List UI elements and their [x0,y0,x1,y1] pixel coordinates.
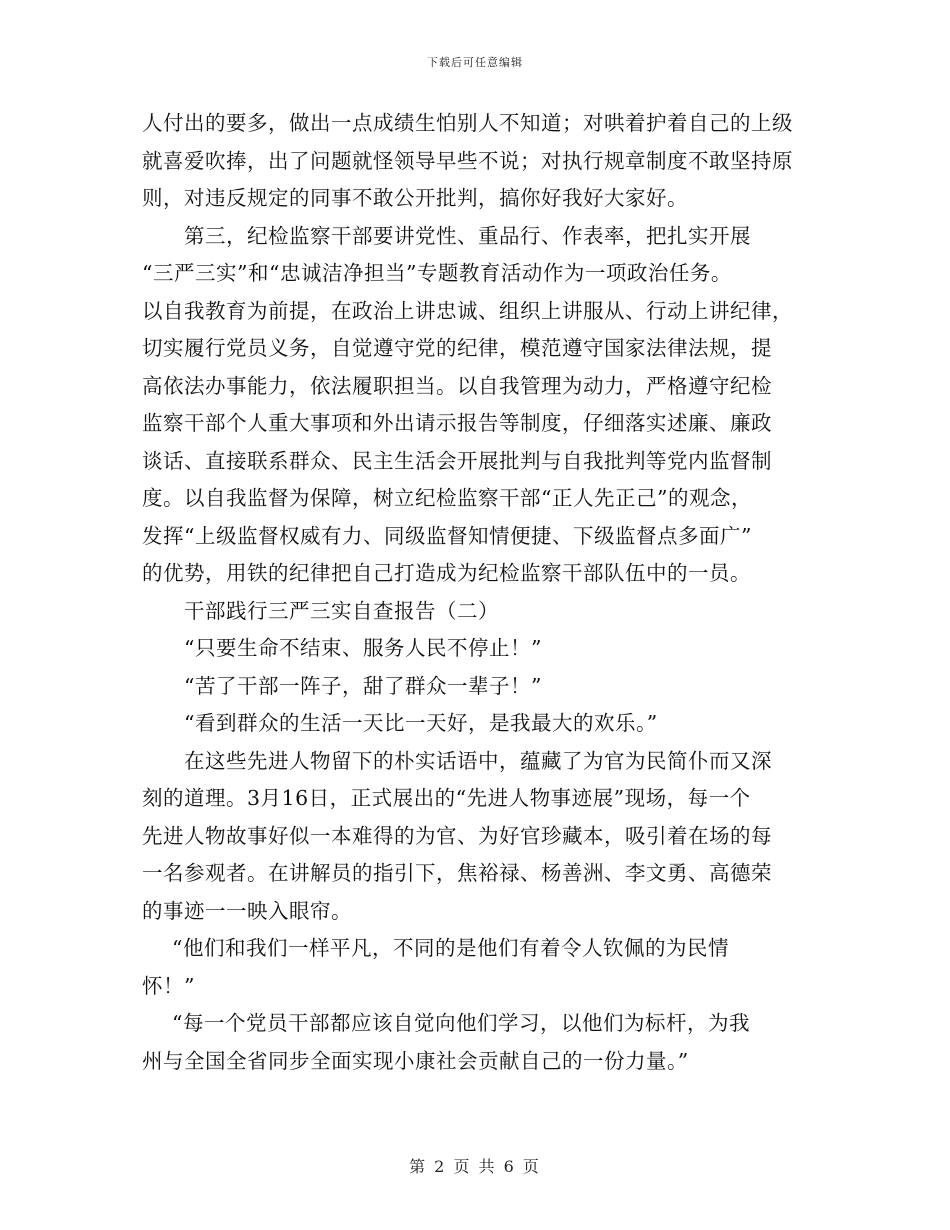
text-line: 第三，纪检监察干部要讲党性、重品行、作表率，把扎实开展 [184,223,751,248]
text-line: 怀！” [142,973,195,998]
text-line: 干部践行三严三实自查报告（二） [184,598,499,623]
text-line: “三严三实”和“忠诚洁净担当”专题教育活动作为一项政治任务。 [142,261,732,285]
text-line: “他们和我们一样平凡，不同的是他们有着令人钦佩的为民情 [172,936,729,960]
text-line: 发挥“上级监督权威有力、同级监督知情便捷、下级监督点多面广” [142,523,752,548]
text-line: 的事迹一一映入眼帘。 [142,898,352,923]
text-line: 以自我教育为前提，在政治上讲忠诚、组织上讲服从、行动上讲纪律， [142,298,793,323]
text-line: “苦了干部一阵子，甜了群众一辈子！” [184,673,542,698]
text-line: 人付出的要多，做出一点成绩生怕别人不知道；对哄着护着自己的上级 [142,111,793,135]
text-line: “每一个党员干部都应该自觉向他们学习，以他们为标杆，为我 [172,1011,750,1035]
text-line: “看到群众的生活一天比一天好，是我最大的欢乐。” [184,711,658,735]
text-line: 度。以自我监督为保障，树立纪检监察干部“正人先正己”的观念， [142,486,752,510]
text-line: 切实履行党员义务，自觉遵守党的纪律，模范遵守国家法律法规，提 [142,336,772,360]
text-line: 的优势，用铁的纪律把自己打造成为纪检监察干部队伍中的一员。 [142,561,751,585]
page-footer: 第 2 页 共 6 页 [409,1157,541,1176]
text-line: 监察干部个人重大事项和外出请示报告等制度，仔细落实述廉、廉政 [142,411,772,435]
text-line: 谈话、直接联系群众、民主生活会开展批判与自我批判等党内监督制 [142,448,772,473]
text-line: 一名参观者。在讲解员的指引下，焦裕禄、杨善洲、李文勇、高德荣 [142,861,772,885]
text-line: “只要生命不结束、服务人民不停止！” [184,636,542,660]
text-line: 就喜爱吹捧，出了问题就怪领导早些不说；对执行规章制度不敢坚持原 [142,148,793,173]
text-line: 先进人物故事好似一本难得的为官、为好官珍藏本，吸引着在场的每 [142,823,772,848]
page-header: 下载后可任意编辑 [427,56,523,69]
text-line: 则，对违反规定的同事不敢公开批判，搞你好我好大家好。 [142,186,688,210]
text-line: 高依法办事能力，依法履职担当。以自我管理为动力，严格遵守纪检 [142,373,772,398]
document-body [142,105,812,1080]
text-line: 在这些先进人物留下的朴实话语中，蕴藏了为官为民简仆而又深 [184,748,772,773]
text-line: 州与全国全省同步全面实现小康社会贡献自己的一份力量。” [142,1048,689,1073]
text-line: 刻的道理。3月16日，正式展出的“先进人物事迹展”现场，每一个 [142,786,751,810]
